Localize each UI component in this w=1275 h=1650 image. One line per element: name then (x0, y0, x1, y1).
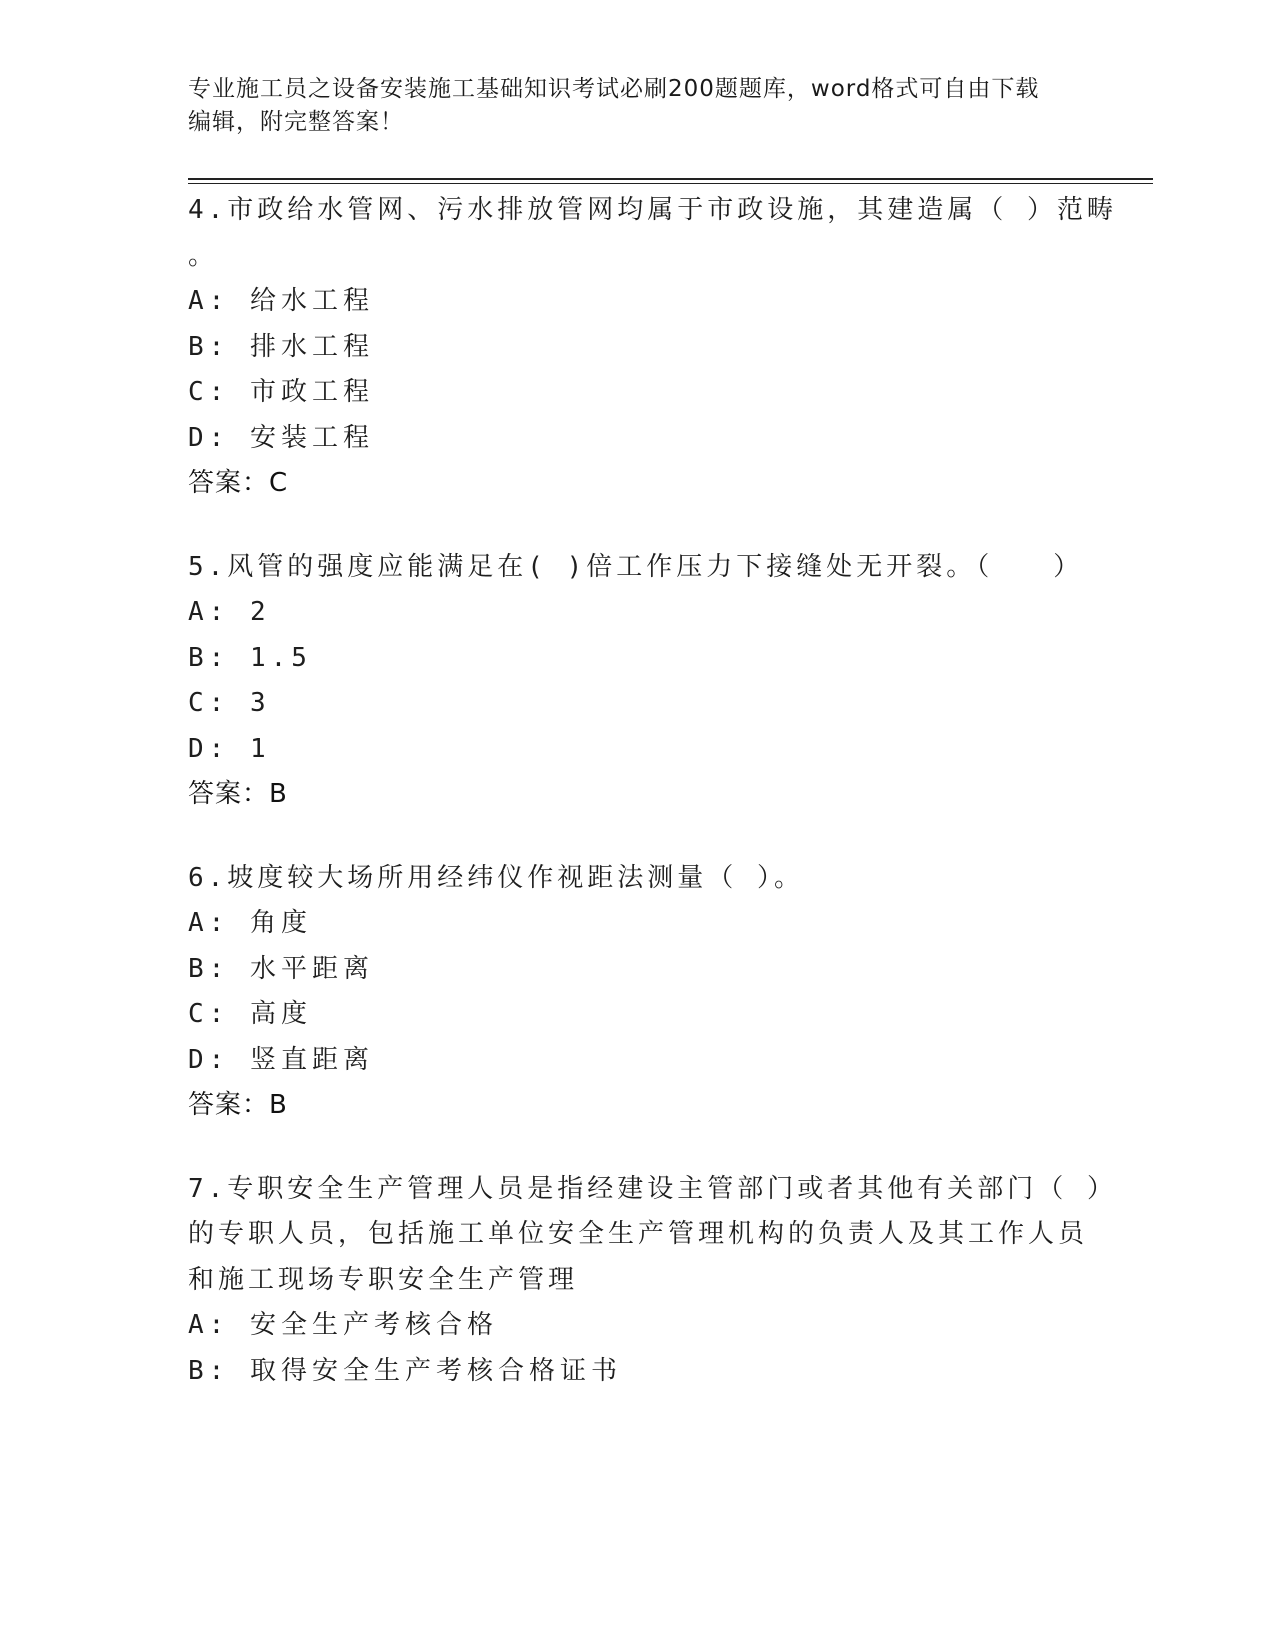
option-c: C: 市政工程 (188, 377, 374, 407)
question-stem: 4.市政给水管网、污水排放管网均属于市政设施，其建造属（ ）范畴 (188, 195, 1117, 225)
question-list (188, 188, 1117, 1432)
option-b: B: 1.5 (188, 642, 312, 673)
question-stem: 6.坡度较大场所用经纬仪作视距法测量（ ）。 (188, 862, 804, 893)
answer-line: 答案：B (188, 779, 288, 809)
option-b: B: 排水工程 (188, 331, 374, 362)
question-5 (188, 545, 1088, 818)
answer-line: 答案：B (188, 1090, 288, 1120)
option-c: C: 3 (188, 688, 271, 718)
option-d: D: 安装工程 (188, 422, 374, 453)
header-divider-thin (188, 183, 1153, 184)
option-b: B: 取得安全生产考核合格证书 (188, 1355, 622, 1386)
option-a: A: 角度 (188, 908, 312, 938)
header-divider-thick (188, 178, 1153, 180)
option-b: B: 水平距离 (188, 953, 374, 984)
question-6 (188, 856, 1088, 1129)
option-c: C: 高度 (188, 999, 312, 1029)
question-stem: 和施工现场专职安全生产管理 (188, 1264, 579, 1295)
option-d: D: 竖直距离 (188, 1044, 374, 1075)
question-4 (188, 188, 1117, 507)
header-line-1: 专业施工员之设备安装施工基础知识考试必刷200题题库，word格式可自由下载 (188, 76, 1040, 102)
option-a: A: 安全生产考核合格 (188, 1310, 498, 1340)
question-stem: 5.风管的强度应能满足在( )倍工作压力下接缝处无开裂。（ ） (188, 551, 1084, 582)
option-d: D: 1 (188, 733, 271, 764)
question-stem: 。 (188, 240, 219, 271)
answer-line: 答案：C (188, 468, 289, 498)
question-7 (188, 1167, 1117, 1395)
header-line-2: 编辑，附完整答案！ (188, 109, 404, 135)
document-header (188, 73, 1088, 139)
question-stem: 7.专职安全生产管理人员是指经建设主管部门或者其他有关部门（ ） (188, 1173, 1117, 1204)
option-a: A: 2 (188, 597, 271, 627)
option-a: A: 给水工程 (188, 286, 374, 316)
question-stem: 的专职人员，包括施工单位安全生产管理机构的负责人及其工作人员 (188, 1219, 1089, 1249)
